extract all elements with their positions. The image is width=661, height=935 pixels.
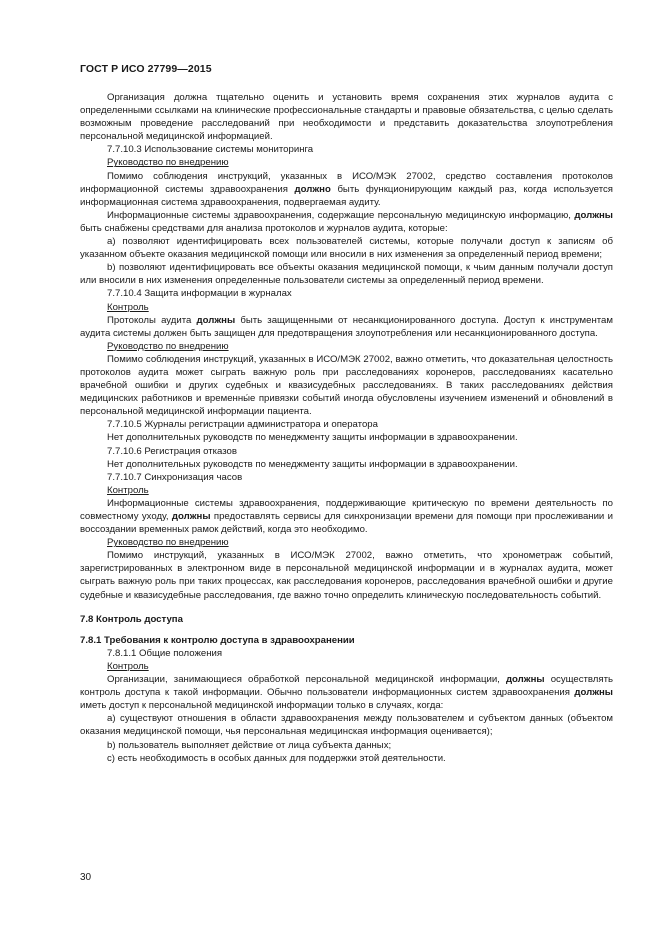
subheading-guidance [80,340,613,353]
text-run: быть снабжены средствами для анализа протоколов и журналов аудита, которые: [80,222,448,234]
paragraph: Помимо соблюдения инструкций, указанных в ИСО/МЭК 27002, важно отметить, что доказательная целостность протоколов аудита может сыграть важную роль при расследованиях коронеров, расследованиях касательно врачебной ошибки и других судебных и квазисудебных расследованиях. В таких расследованиях действия медицинских работников и временны́е привязки событий иногда обусловлены изучением изменений и обновлений в персональной медицинской информации пациента. [80,353,613,418]
paragraph: Нет дополнительных руководств по менеджменту защиты информации в здравоохранении. [107,432,518,444]
guidance-label: Руководство по внедрению [107,157,229,169]
section-heading: 7.7.10.5 Журналы регистрации администратора и оператора [107,419,378,431]
text-run: Протоколы аудита [107,314,197,326]
list-item: a) существуют отношения в области здравоохранения между пользователем и субъектом данных (объектом оказания медицинской помощи, чья персональная медицинская информация оценивается); [80,713,613,738]
page-content [80,91,613,765]
paragraph [80,209,613,235]
section-heading-7-8-1: 7.8.1 Требования к контролю доступа в здравоохранении [80,634,355,646]
section-heading: 7.7.10.3 Использование системы мониторинга [107,144,314,156]
control-label: Контроль [107,660,149,672]
text-run: предоставлять сервисы для синхронизации времени для помощи при прослеживании и воссоздании временных рамок действий, когда это необходимо. [80,511,614,536]
emphasis: должны [574,687,613,699]
list-item: b) пользователь выполняет действие от лица субъекта данных; [107,739,392,751]
page-number: 30 [80,872,92,883]
text-run: иметь доступ к персональной медицинской информации только в случаях, когда: [80,700,444,712]
section-heading-7-8: 7.8 Контроль доступа [80,613,183,625]
text-run: Помимо соблюдения инструкций, указанных в ИСО/МЭК 27002, средство составления протоколов информационной системы здравоохранения [80,170,613,195]
paragraph: Нет дополнительных руководств по менеджменту защиты информации в здравоохранении. [107,458,518,470]
paragraph [80,170,613,209]
text-run: Информационные системы здравоохранения, содержащие персональную медицинскую информацию, [107,209,575,221]
text-run: осуществлять контроль доступа к такой информации. Обычно пользователи информационных систем здравоохранения [80,674,613,699]
control-label: Контроль [107,301,149,313]
section-heading: 7.8.1.1 Общие положения [107,647,223,659]
list-item: b) позволяют идентифицировать все объекты оказания медицинской помощи, к чьим данным получали доступ или вносили в них изменения определенные пользователи системы за определенный период времени. [80,262,613,287]
section-heading: 7.7.10.4 Защита информации в журналах [107,288,292,300]
section-heading: 7.7.10.7 Синхронизация часов [107,471,243,483]
section-heading: 7.7.10.6 Регистрация отказов [107,445,237,457]
control-label: Контроль [107,484,149,496]
paragraph [80,314,613,340]
emphasis: должны [171,511,211,522]
emphasis: должны [505,674,545,686]
guidance-label: Руководство по внедрению [107,340,229,352]
subheading-control [80,660,613,673]
text-run: Организации, занимающиеся обработкой персональной медицинской информации, [107,674,506,686]
list-item: c) есть необходимость в особых данных для поддержки этой деятельности. [107,752,446,764]
text-run: Информационные системы здравоохранения, поддерживающие критическую по времени деятельность по совместному уходу, [80,497,613,522]
paragraph [80,673,613,712]
paragraph [80,497,613,536]
subheading-guidance [80,536,613,549]
document-header: ГОСТ Р ИСО 27799—2015 [80,63,212,75]
text-run: быть функционирующим каждый раз, когда используется информационная система здравоохранения, подвергаемая аудиту. [80,183,613,208]
emphasis: должны [196,314,236,326]
list-item: a) позволяют идентифицировать всех пользователей системы, которые получали доступ к записям об указанном объекте оказания медицинской помощи или вносили в них изменения за определенный период времени; [80,236,613,261]
text-run: быть защищенными от несанкционированного доступа. Доступ к инструментам аудита системы должен быть защищен для предотвращения злоупотребления или несанкционированного доступа. [80,314,613,339]
emphasis: должны [574,209,613,221]
emphasis: должно [294,183,331,195]
guidance-label: Руководство по внедрению [107,537,229,549]
subheading-guidance [80,156,613,169]
subheading-control [80,301,613,314]
paragraph: Организация должна тщательно оценить и установить время сохранения этих журналов аудита с определенными ссылками на клинические профессиональные стандарты и правовые обязательства, с целью сделать возможным проведение расследований при необходимости и представить доказательства злоупотребления персональной медицинской информацией. [80,92,613,143]
subheading-control [80,484,613,497]
paragraph: Помимо инструкций, указанных в ИСО/МЭК 27002, важно отметить, что хронометраж событий, зарегистрированных в электронном виде в персональной медицинской информации и в журналах аудита, может сыграть важную роль при таких процессах, как расследования коронеров, расследования врачебной ошибки и другие судебные и квазисудебные расследования, где важно точно определить клиническую последовательность событий. [80,550,613,601]
